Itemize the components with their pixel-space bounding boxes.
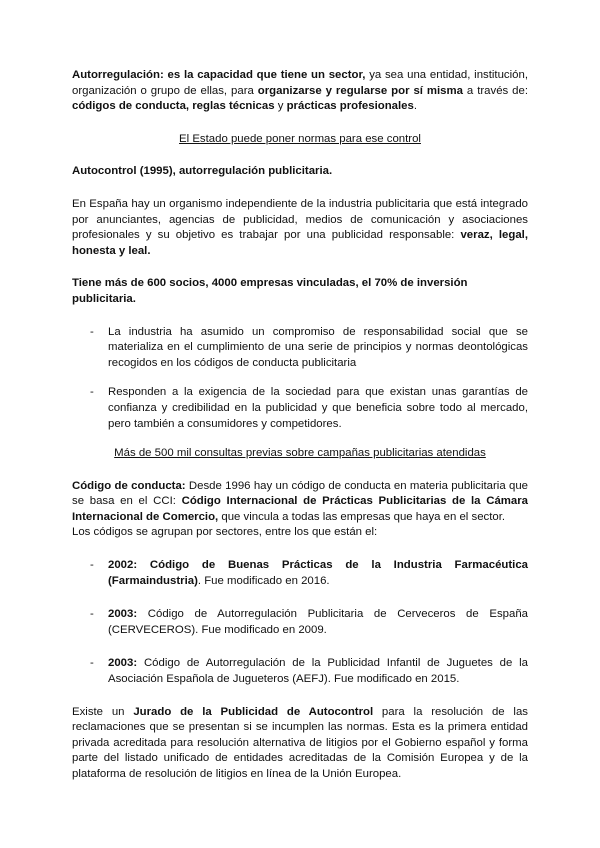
jurado-paragraph: Existe un Jurado de la Publicidad de Autocontrol para la resolución de las reclamaciones que se presentan si se incumplen las normas. Esta es la primera entidad privada acreditada para resolución alternativa de litigios por el Gobierno español y forma parte del listado unificado de entidades acreditadas de la Comisión Europea y de la plataforma de resolución de litigios en línea de la Unión Europea. [72,705,528,780]
dash-bullet: - [90,657,94,670]
autocontrol-heading: Autocontrol (1995), autorregulación publicitaria. [72,165,333,178]
list-item: - Responden a la exigencia de la sociedad para que existan unas garantías de confianza y credibilidad en la publicidad y que beneficia sobre todo al mercado, pero también a consumidores y competidores. [90,386,528,430]
document-page [72,68,528,783]
autorregulacion-definition: Autorregulación: es la capacidad que tiene un sector, [72,69,366,81]
list-item: - La industria ha asumido un compromiso de responsabilidad social que se materializa en el cumplimiento de una serie de principios y normas deontológicas recogidos en los códigos de conducta publicitaria [90,325,528,369]
consultas-note: Más de 500 mil consultas previas sobre campañas publicitarias atendidas [114,447,486,460]
autocontrol-bullet-list [72,325,528,433]
socios-paragraph: Tiene más de 600 socios, 4000 empresas vinculadas, el 70% de inversión publicitaria. [72,277,468,305]
estado-note: El Estado puede poner normas para ese control [179,132,421,145]
spain-paragraph: En España hay un organismo independiente de la industria publicitaria que está integrado por anunciantes, agencias de publicidad, medios de comunicación y asociaciones profesionales y su objetivo es trabajar por una publicidad responsable: veraz, legal, honesta y leal. [72,197,528,257]
dash-bullet: - [90,325,94,338]
codes-list [72,558,528,688]
dash-bullet: - [90,608,94,621]
dash-bullet: - [90,559,94,572]
intro-paragraph: Autorregulación: es la capacidad que tiene un sector, ya sea una entidad, institución, organización o grupo de ellas, para organizarse y regularse por sí misma a través de: códigos de conducta, reglas técnicas y prácticas profesionales. [72,69,528,113]
codigo-paragraph: Código de conducta: Desde 1996 hay un código de conducta en materia publicitaria que se basa en el CCI: Código Internacional de Prácticas Publicitarias de la Cámara Internacional de Comercio, que vincula a todas las empresas que haya en el sector. [72,479,529,523]
list-item: - 2003: Código de Autorregulación Publicitaria de Cerveceros de España (CERVECEROS). Fue modificado en 2009. [90,608,528,636]
list-item: - 2002: Código de Buenas Prácticas de la Industria Farmacéutica (Farmaindustria). Fue modificado en 2016. [90,559,528,587]
codigos-sectores-line: Los códigos se agrupan por sectores, entre los que están el: [72,526,378,539]
dash-bullet: - [90,386,94,399]
list-item: - 2003: Código de Autorregulación de la Publicidad Infantil de Juguetes de la Asociación Española de Jugueteros (AEFJ). Fue modificado en 2015. [90,657,528,686]
